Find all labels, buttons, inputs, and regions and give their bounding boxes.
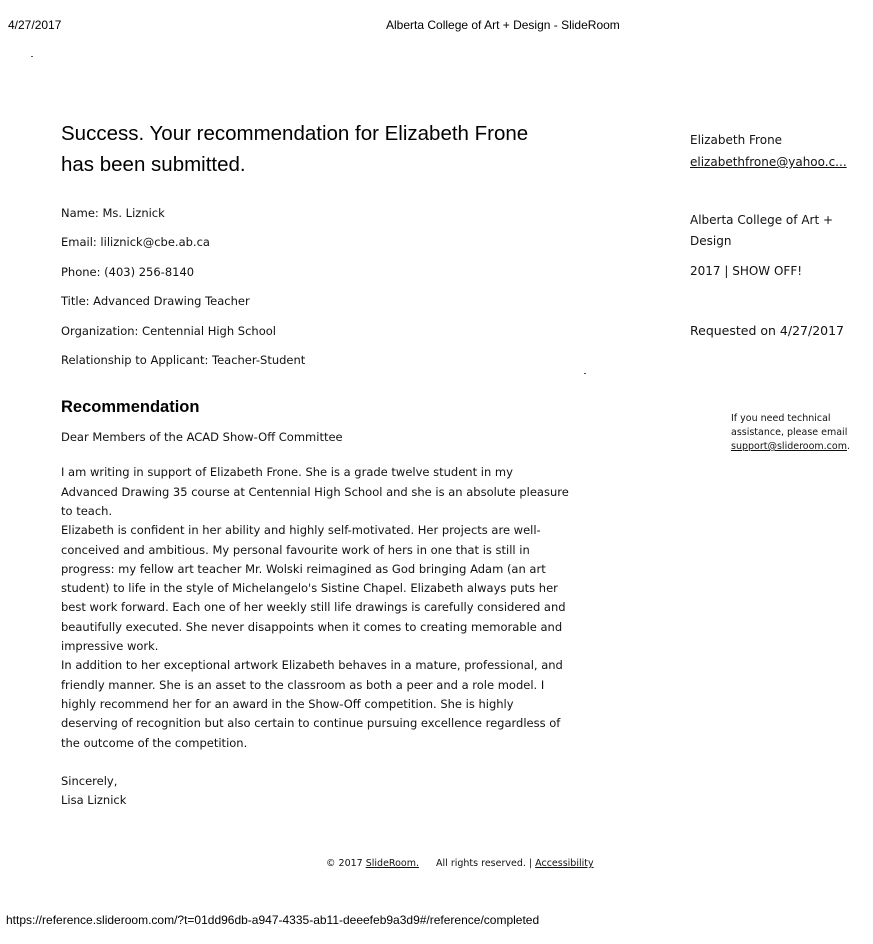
page-footer [326, 858, 594, 869]
headline-line-1: Success. Your recommendation for Elizabeth Frone [61, 122, 529, 145]
slideroom-link[interactable]: SlideRoom. [365, 858, 419, 869]
closing-salutation: Sincerely, [61, 773, 118, 788]
accessibility-link[interactable]: Accessibility [535, 858, 594, 869]
rights-text: All rights reserved. | [436, 858, 533, 869]
support-text: If you need technical assistance, please email [731, 413, 848, 438]
print-date: 4/27/2017 [8, 18, 62, 32]
signature-name: Lisa Liznick [61, 792, 127, 807]
field-title: Title: Advanced Drawing Teacher [61, 294, 250, 309]
letter-paragraph: Elizabeth is confident in her ability and highly self-motivated. Her projects are well-conceived and ambitious. My personal favourite work of hers in one that is still in progress: my fellow art teacher Mr. Wolski reimagined as God bringing Adam (an art student) to life in the style of Michelangelo's Sistine Chapel. Elizabeth always puts her best work forward. Each one of her weekly still life drawings is carefully considered and beautifully executed. She never disappoints when it comes to creating memorable and impressive work. [61, 523, 566, 654]
field-email: Email: liliznick@cbe.ab.ca [61, 235, 210, 250]
requested-date: Requested on 4/27/2017 [690, 323, 845, 338]
letter-salutation: Dear Members of the ACAD Show-Off Committee [61, 430, 343, 445]
support-period: . [846, 441, 850, 452]
letter-closing [61, 772, 571, 810]
scan-speck [584, 373, 586, 374]
success-headline [61, 118, 571, 180]
letter-paragraph: I am writing in support of Elizabeth Frone. She is a grade twelve student in my Advanced Drawing 35 course at Centennial High School and she is an absolute pleasure to teach. [61, 465, 569, 518]
print-page-title: Alberta College of Art + Design - SlideRoom [386, 18, 620, 32]
field-relationship: Relationship to Applicant: Teacher-Student [61, 352, 306, 367]
field-organization: Organization: Centennial High School [61, 323, 276, 338]
applicant-email-link[interactable]: elizabethfrone@yahoo.c... [690, 155, 847, 169]
headline-line-2: has been submitted. [61, 153, 246, 176]
applicant-name: Elizabeth Frone [690, 133, 783, 147]
confirmation-main [61, 118, 571, 810]
field-phone: Phone: (403) 256-8140 [61, 264, 195, 279]
application-sidebar [690, 130, 865, 341]
recommender-details [61, 205, 571, 381]
scan-speck [31, 56, 33, 57]
letter-body [61, 463, 571, 752]
school-name: Alberta College of Art + Design [690, 213, 834, 248]
copyright-text: © 2017 [326, 858, 363, 869]
support-email-link[interactable]: support@slideroom.com [731, 441, 847, 452]
letter-paragraph: In addition to her exceptional artwork Elizabeth behaves in a mature, professional, and friendly manner. She is an asset to the classroom as both a peer and a role model. I highly recommend her for an award in the Show-Off competition. She is highly deserving of recognition but also certain to continue pursuing excellence regardless of the outcome of the competition. [61, 658, 563, 750]
support-note [731, 412, 871, 454]
recommendation-heading: Recommendation [61, 398, 200, 417]
print-url: https://reference.slideroom.com/?t=01dd96db-a947-4335-ab11-deeefeb9a3d9#/reference/completed [6, 913, 540, 927]
program-name: 2017 | SHOW OFF! [690, 264, 803, 278]
field-name: Name: Ms. Liznick [61, 206, 165, 220]
